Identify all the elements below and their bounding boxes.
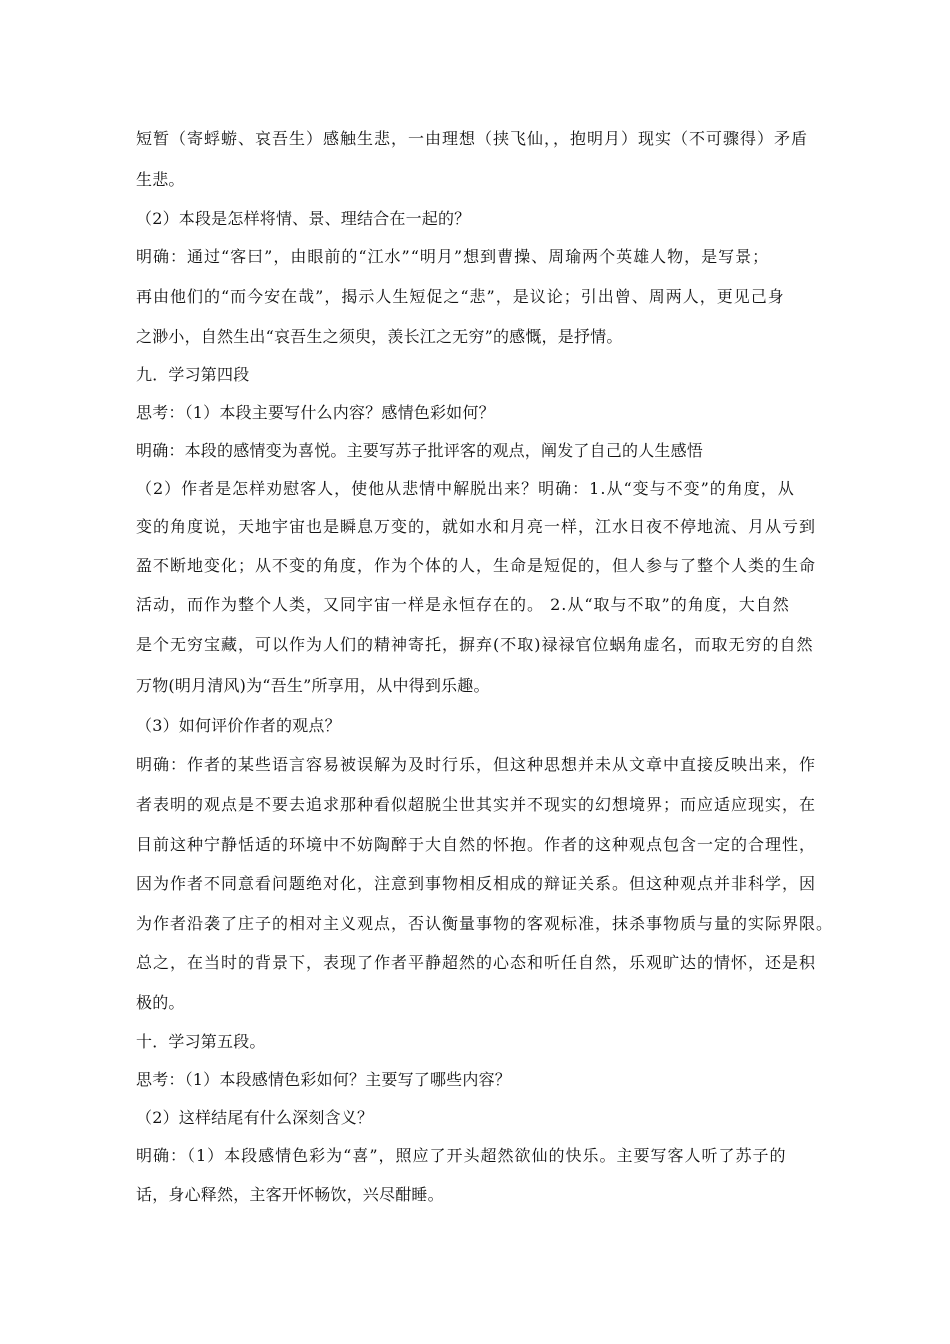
text-line: 明确：本段的感情变为喜悦。主要写苏子批评客的观点，阐发了自己的人生感悟 — [136, 441, 704, 460]
text-line: （2）本段是怎样将情、景、理结合在一起的？ — [136, 209, 471, 228]
text-line: 思考：（1）本段感情色彩如何？主要写了哪些内容？ — [136, 1070, 511, 1089]
text-line: 明确：（1）本段感情色彩为“喜”，照应了开头超然欲仙的快乐。主要写客人听了苏子的 — [136, 1146, 787, 1165]
section-heading: 十．学习第五段。 — [136, 1032, 266, 1051]
text-line: 万物(明月清风)为“吾生”所享用，从中得到乐趣。 — [136, 676, 490, 695]
text-line: （2）这样结尾有什么深刻含义？ — [136, 1108, 374, 1127]
text-line: 活动，而作为整个人类，又同宇宙一样是永恒存在的。 2.从“取与不取”的角度，大自然 — [136, 595, 790, 614]
text-line: 生悲。 — [136, 170, 185, 189]
text-line: 是个无穷宝藏，可以作为人们的精神寄托，摒弃(不取)禄禄官位蜗角虚名，而取无穷的自然 — [136, 635, 814, 654]
text-line: 盈不断地变化；从不变的角度，作为个体的人，生命是短促的，但人参与了整个人类的生命 — [136, 556, 817, 575]
text-line: 话，身心释然，主客开怀畅饮，兴尽酣睡。 — [136, 1185, 444, 1204]
text-line: 总之，在当时的背景下，表现了作者平静超然的心态和听任自然，乐观旷达的情怀，还是积 — [136, 953, 817, 972]
text-line: 目前这种宁静恬适的环境中不妨陶醉于大自然的怀抱。作者的这种观点包含一定的合理性， — [136, 835, 817, 854]
text-line: 再由他们的“而今安在哉”，揭示人生短促之“悲”，是议论；引出曾、周两人，更见己身 — [136, 287, 785, 306]
text-line: 者表明的观点是不要去追求那种看似超脱尘世其实并不现实的幻想境界；而应适应现实，在 — [136, 795, 817, 814]
text-line: 明确：作者的某些语言容易被误解为及时行乐，但这种思想并未从文章中直接反映出来，作 — [136, 755, 817, 774]
text-line: 变的角度说，天地宇宙也是瞬息万变的，就如水和月亮一样，江水日夜不停地流、月从亏到 — [136, 517, 817, 536]
text-line: 因为作者不同意看问题绝对化，注意到事物相反相成的辩证关系。但这种观点并非科学，因 — [136, 874, 817, 893]
text-line: 短暂（寄蜉蝣、哀吾生）感触生悲，一由理想（挟飞仙，，抱明月）现实（不可骤得）矛盾 — [136, 129, 809, 148]
text-line: 思考：（1）本段主要写什么内容？感情色彩如何？ — [136, 403, 495, 422]
text-line: 之渺小，自然生出“哀吾生之须臾，羡长江之无穷”的感慨，是抒情。 — [136, 327, 623, 346]
text-line: 明确：通过“客曰”，由眼前的“江水”“明月”想到曹操、周瑜两个英雄人物，是写景； — [136, 247, 770, 266]
section-heading: 九．学习第四段 — [136, 365, 250, 384]
text-line: （2）作者是怎样劝慰客人，使他从悲情中解脱出来？明确：1.从“变与不变”的角度，从 — [136, 479, 795, 498]
text-line: 极的。 — [136, 993, 185, 1012]
text-line: 为作者沿袭了庄子的相对主义观点，否认衡量事物的客观标准，抹杀事物质与量的实际界限。 — [136, 914, 834, 933]
text-line: （3）如何评价作者的观点？ — [136, 716, 341, 735]
